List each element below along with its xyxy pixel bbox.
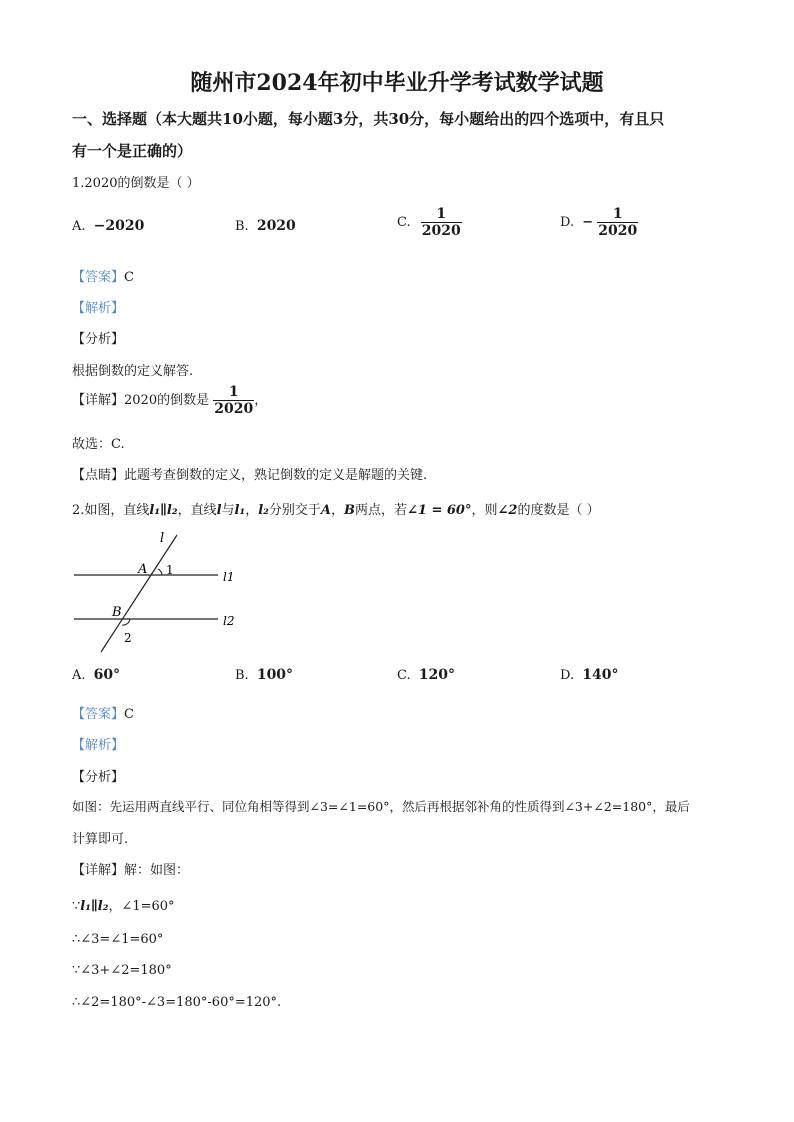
detail-tag: 【详解】 <box>72 863 125 878</box>
because-sign: ∵ <box>72 899 81 914</box>
detail-text: 解：如图： <box>124 863 190 878</box>
line-l-label: l <box>216 503 222 518</box>
option-value: 2020 <box>256 218 296 234</box>
parallel-lines-label: l₁∥l₂ <box>149 503 178 518</box>
numerator: 1 <box>436 206 447 222</box>
stem-text: 的度数是（ ） <box>517 503 600 518</box>
q1-comment <box>72 464 427 483</box>
detail-tag: 【详解】 <box>72 393 125 408</box>
q2-step3: ∵∠3+∠2=180° <box>72 963 172 978</box>
denominator: 2020 <box>421 223 461 239</box>
answer-value: C <box>124 270 134 285</box>
option-value: −2020 <box>93 218 145 234</box>
q2-option-a <box>72 667 120 683</box>
q1-answer <box>72 266 134 285</box>
q1-stem: 1.2020的倒数是（ ） <box>72 176 200 191</box>
angle2-label: ∠2 <box>497 503 518 518</box>
q1-analysis-tag: 【解析】 <box>72 301 125 316</box>
option-value: 140° <box>582 667 619 683</box>
label-angle1: 1 <box>166 563 174 577</box>
label-l1: l1 <box>223 570 235 584</box>
denominator: 2020 <box>598 223 638 239</box>
option-value: 100° <box>256 667 294 683</box>
stem-text: ，直线 <box>177 503 217 518</box>
page-title: 随州市2024年初中毕业升学考试数学试题 <box>190 70 604 96</box>
detail-text: 2020的倒数是 <box>124 393 210 408</box>
stem-text: 分别交于 <box>268 503 321 518</box>
minus-sign: − <box>582 215 594 230</box>
q2-detail <box>72 859 189 878</box>
stem-text: 两点，若 <box>354 503 407 518</box>
q2-step4: ∴∠2=180°-∠3=180°-60°=120°. <box>72 995 282 1010</box>
answer-value: C <box>124 707 134 722</box>
label-a: A <box>138 562 148 577</box>
q1-fenxi-text: 根据倒数的定义解答. <box>72 364 194 379</box>
numerator: 1 <box>612 206 623 222</box>
q2-fenxi-line1: 如图：先运用两直线平行、同位角相等得到∠3=∠1=60°，然后再根据邻补角的性质得到∠3+∠2=180°，最后 <box>72 799 690 814</box>
q1-option-d <box>560 206 638 239</box>
q1-detail <box>72 384 267 417</box>
comment-text: 此题考查倒数的定义，熟记倒数的定义是解题的关键. <box>124 468 428 483</box>
option-letter: A. <box>72 219 86 234</box>
section-heading-line2: 有一个是正确的） <box>72 142 193 160</box>
stem-text: ，则 <box>471 503 498 518</box>
q2-step2: ∴∠3=∠1=60° <box>72 932 164 947</box>
option-letter: C. <box>397 668 411 683</box>
angle1-label: ∠1 = 60° <box>406 503 472 518</box>
q1-option-c <box>397 206 462 239</box>
label-l2: l2 <box>223 614 235 628</box>
angle2-arc <box>122 619 130 625</box>
label-b: B <box>112 605 122 620</box>
transversal-l <box>101 535 177 652</box>
stem-text: ， <box>330 503 344 518</box>
fraction <box>421 206 462 239</box>
option-value: 60° <box>93 667 121 683</box>
point-a-label: A <box>320 503 331 518</box>
q2-answer <box>72 703 134 722</box>
stem-text: 与 <box>221 503 235 518</box>
answer-tag: 【答案】 <box>72 270 125 285</box>
answer-tag: 【答案】 <box>72 707 125 722</box>
numerator: 1 <box>228 384 239 400</box>
q2-option-c <box>397 667 455 683</box>
q2-analysis-tag: 【解析】 <box>72 738 125 753</box>
q1-choose: 故选：C. <box>72 437 125 452</box>
option-letter: A. <box>72 668 86 683</box>
option-letter: D. <box>560 215 575 230</box>
label-angle2: 2 <box>124 631 132 645</box>
option-letter: B. <box>235 668 249 683</box>
parallel-lines-figure <box>70 532 250 657</box>
point-b-label: B <box>343 503 355 518</box>
detail-end: ， <box>254 393 268 408</box>
parallel-lines-label: l₁∥l₂ <box>80 899 109 914</box>
fraction <box>213 384 254 417</box>
comment-tag: 【点睛】 <box>72 468 125 483</box>
label-l: l <box>160 532 165 546</box>
section-heading-line1: 一、选择题（本大题共10小题，每小题3分，共30分，每小题给出的四个选项中，有且只 <box>72 110 665 128</box>
q2-fenxi-tag: 【分析】 <box>72 770 125 785</box>
q1-option-b <box>235 218 296 234</box>
line-l2-label: l₂ <box>258 503 269 518</box>
denominator: 2020 <box>214 401 254 417</box>
q1-option-a <box>72 218 144 234</box>
stem-text: ， <box>245 503 259 518</box>
line-l1-label: l₁ <box>234 503 246 518</box>
q2-step1 <box>72 895 175 914</box>
option-value: 120° <box>418 667 455 683</box>
option-letter: C. <box>397 215 411 230</box>
q2-option-d <box>560 667 618 683</box>
q2-stem <box>72 499 600 518</box>
angle1-arc <box>158 569 162 575</box>
fraction <box>597 206 638 239</box>
q2-fenxi-line2: 计算即可. <box>72 832 129 847</box>
q1-fenxi-tag: 【分析】 <box>72 332 125 347</box>
q2-option-b <box>235 667 293 683</box>
step-text: ，∠1=60° <box>108 899 175 914</box>
option-letter: B. <box>235 219 249 234</box>
option-letter: D. <box>560 668 575 683</box>
stem-text: 2.如图，直线 <box>72 503 150 518</box>
